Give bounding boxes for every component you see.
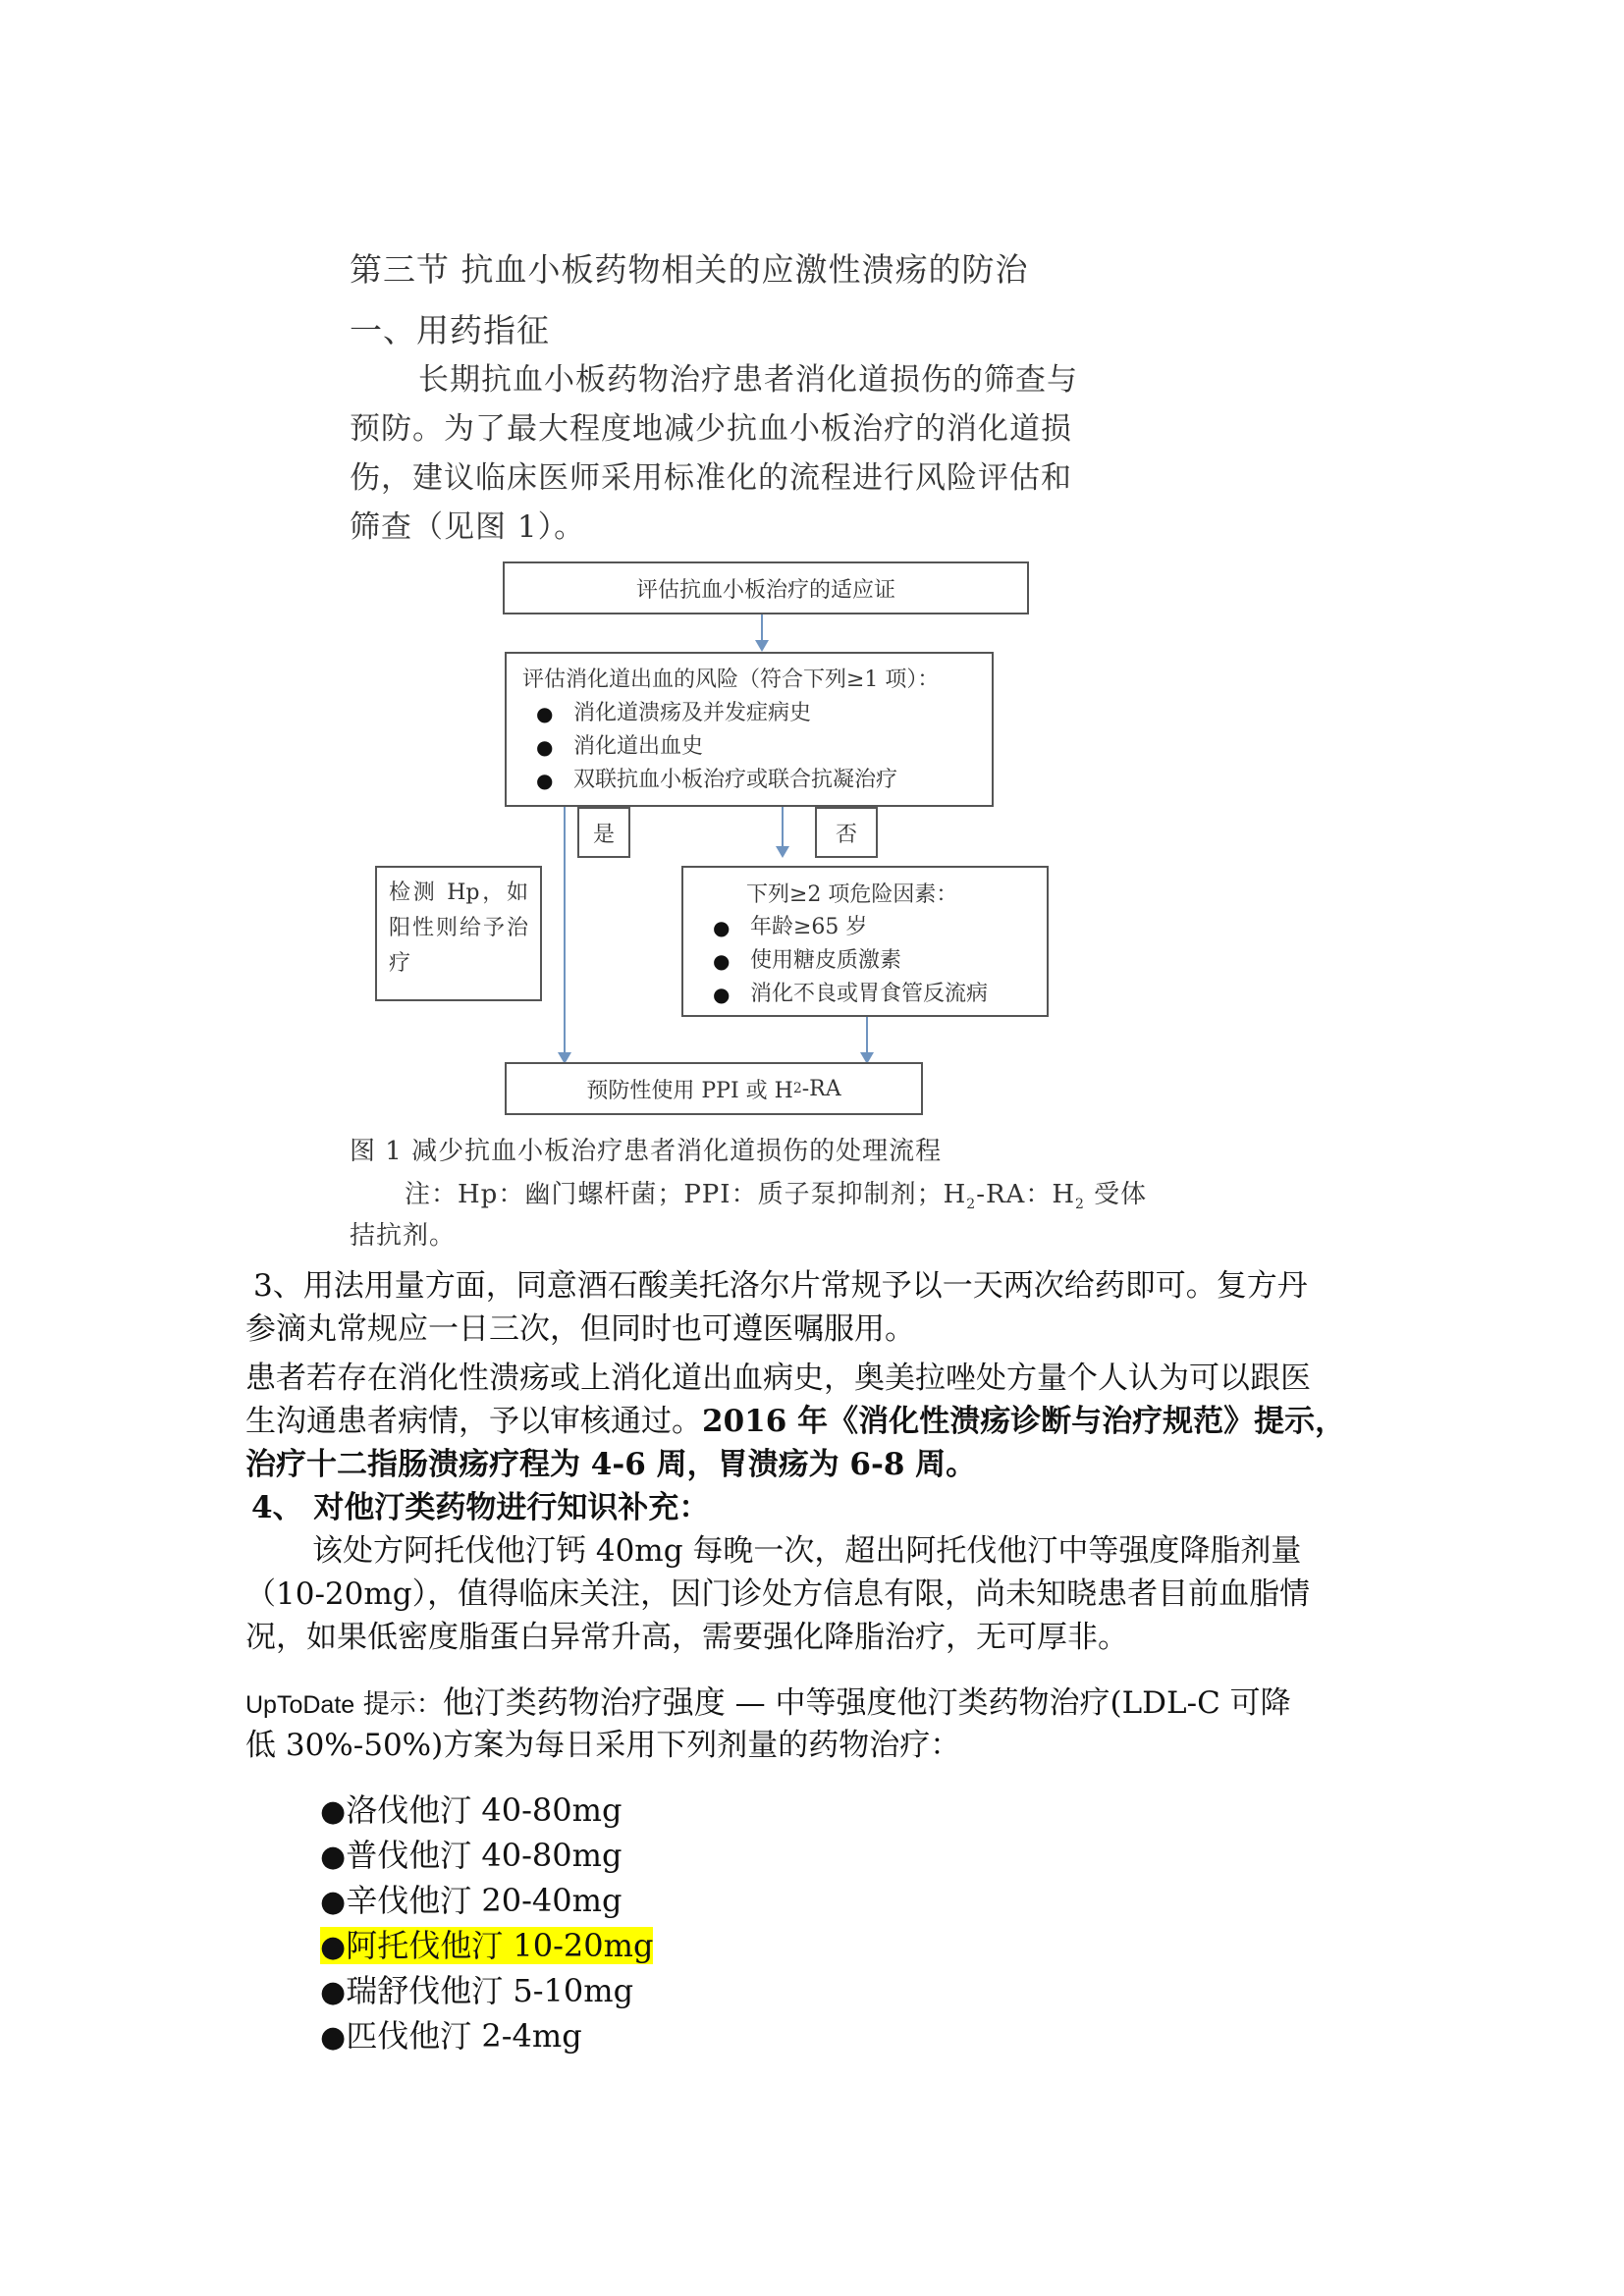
bullet-dot-icon: ● (320, 1975, 347, 2009)
bullet-dot-icon: ● (320, 1840, 347, 1874)
dose-text (320, 1791, 622, 1829)
no-label: 否 (815, 807, 878, 858)
dose-label: 普伐他汀 40-80mg (346, 1837, 623, 1874)
intro-line-1: 长期抗血小板药物治疗患者消化道损伤的筛查与 (418, 362, 1078, 398)
statin-line-1: 该处方阿托伐他汀钙 40mg 每晚一次，超出阿托伐他汀中等强度降脂剂量 (312, 1533, 1302, 1569)
dose-label: 匹伐他汀 2-4mg (346, 2017, 582, 2055)
dose-text (320, 1882, 622, 1919)
figure-note-line-1 (405, 1174, 1147, 1225)
indication-box: 评估抗血小板治疗的适应证 (503, 561, 1029, 614)
uptodate-title: 他汀类药物治疗强度 (442, 1683, 726, 1721)
bleeding-risk-list (522, 697, 992, 797)
dose-label: 洛伐他汀 40-80mg (346, 1791, 623, 1829)
guideline-reference: 2016 年《消化性溃疡诊断与治疗规范》提示， (702, 1404, 1346, 1439)
omeprazole-line-1: 患者若存在消化性溃疡或上消化道出血病史，奥美拉唑处方量个人认为可以跟医 (245, 1361, 1311, 1396)
statin-dose-list (320, 1789, 653, 2059)
uptodate-rest: 中等强度他汀类药物治疗(LDL-C 可降 (775, 1685, 1291, 1721)
p3-line-1: 3、用法用量方面，同意酒石酸美托洛尔片常规予以一天两次给药即可。复方丹 (253, 1268, 1308, 1304)
dose-text (320, 2017, 582, 2055)
dose-text (320, 1972, 633, 2009)
uptodate-source: UpToDate (245, 1691, 355, 1719)
highlighted-dose (320, 1927, 653, 1964)
factors-arrow (866, 1017, 868, 1056)
risk-factors-box (681, 866, 1049, 1017)
hp-test-box: 检测 Hp，如阳性则给予治疗 (375, 866, 542, 1001)
note-sub: 2 (966, 1197, 977, 1213)
yes-arrow (564, 807, 566, 1056)
uptodate-line-1 (245, 1681, 1291, 1728)
bleeding-risk-item: ● 双联抗血小板治疗或联合抗凝治疗 (522, 764, 992, 797)
dose-label: 辛伐他汀 20-40mg (346, 1882, 623, 1919)
bleeding-risk-item: ● 消化道溃疡及并发症病史 (522, 697, 992, 730)
risk-factors-title: 下列≥2 项危险因素： (746, 882, 958, 907)
dose-label: 阿托伐他汀 10-20mg (346, 1927, 654, 1964)
bullet-dot-icon: ● (320, 1794, 347, 1829)
omeprazole-text: 生沟通患者病情，予以审核通过。 (245, 1404, 702, 1439)
statin-dose-item (320, 1924, 653, 1969)
sub-heading: 一、用药指征 (350, 311, 550, 349)
no-arrow (782, 807, 784, 850)
no-arrow-head (776, 846, 789, 858)
note-part: 注：Hp：幽门螺杆菌；PPI：质子泵抑制剂；H (405, 1180, 967, 1209)
ppi-box-sub: 2 (792, 1081, 802, 1096)
note-part: 受体 (1084, 1180, 1148, 1209)
risk-factors-list (699, 911, 1047, 1011)
risk-factor-item: ● 年龄≥65 岁 (699, 911, 1047, 944)
dose-text (320, 1837, 622, 1874)
omeprazole-line-3: 治疗十二指肠溃疡疗程为 4-6 周，胃溃疡为 6-8 周。 (245, 1447, 977, 1482)
statin-dose-item (320, 1834, 653, 1879)
bleeding-risk-title: 评估消化道出血的风险（符合下列≥1 项）： (522, 667, 940, 692)
ppi-box-tail: -RA (801, 1076, 841, 1101)
figure-note-line-2: 拮抗剂。 (350, 1221, 457, 1251)
yes-label: 是 (577, 807, 630, 858)
statin-dose-item (320, 1789, 653, 1834)
note-sub: 2 (1075, 1197, 1085, 1213)
bleeding-risk-box (505, 652, 994, 807)
bullet-dot-icon: ● (320, 1930, 347, 1964)
bullet-dot-icon: ● (320, 2020, 347, 2055)
intro-line-2: 预防。为了最大程度地减少抗血小板治疗的消化道损 (350, 411, 1072, 447)
statin-line-3: 况，如果低密度脂蛋白异常升高，需要强化降脂治疗，无可厚非。 (245, 1620, 1128, 1655)
ppi-box-text: 预防性使用 PPI 或 H (586, 1078, 793, 1103)
uptodate-dash: — (725, 1685, 776, 1721)
omeprazole-line-2 (245, 1400, 1345, 1444)
statin-line-2: （10-20mg），值得临床关注，因门诊处方信息有限，尚未知晓患者目前血脂情 (245, 1576, 1311, 1612)
statin-heading: 4、 对他汀类药物进行知识补充： (251, 1490, 710, 1525)
arrow-1-head (755, 640, 769, 652)
note-part: -RA：H (976, 1180, 1075, 1209)
section-heading: 第三节 抗血小板药物相关的应激性溃疡的防治 (350, 250, 1029, 289)
statin-dose-item (320, 1879, 653, 1924)
intro-line-4: 筛查（见图 1）。 (350, 509, 586, 545)
p3-line-2: 参滴丸常规应一日三次，但同时也可遵医嘱服用。 (245, 1311, 915, 1347)
risk-factor-item: ● 使用糖皮质激素 (699, 944, 1047, 978)
bullet-dot-icon: ● (320, 1885, 347, 1919)
ppi-box (505, 1062, 923, 1115)
statin-dose-item (320, 2014, 653, 2059)
dose-label: 瑞舒伐他汀 5-10mg (346, 1972, 634, 2009)
uptodate-line-2: 低 30%-50%)方案为每日采用下列剂量的药物治疗： (245, 1728, 961, 1763)
bleeding-risk-item: ● 消化道出血史 (522, 730, 992, 764)
intro-line-3: 伤，建议临床医师采用标准化的流程进行风险评估和 (350, 460, 1072, 496)
uptodate-hint: 提示： (354, 1689, 443, 1720)
figure-caption: 图 1 减少抗血小板治疗患者消化道损伤的处理流程 (350, 1137, 943, 1166)
statin-dose-item (320, 1969, 653, 2014)
risk-factor-item: ● 消化不良或胃食管反流病 (699, 978, 1047, 1011)
